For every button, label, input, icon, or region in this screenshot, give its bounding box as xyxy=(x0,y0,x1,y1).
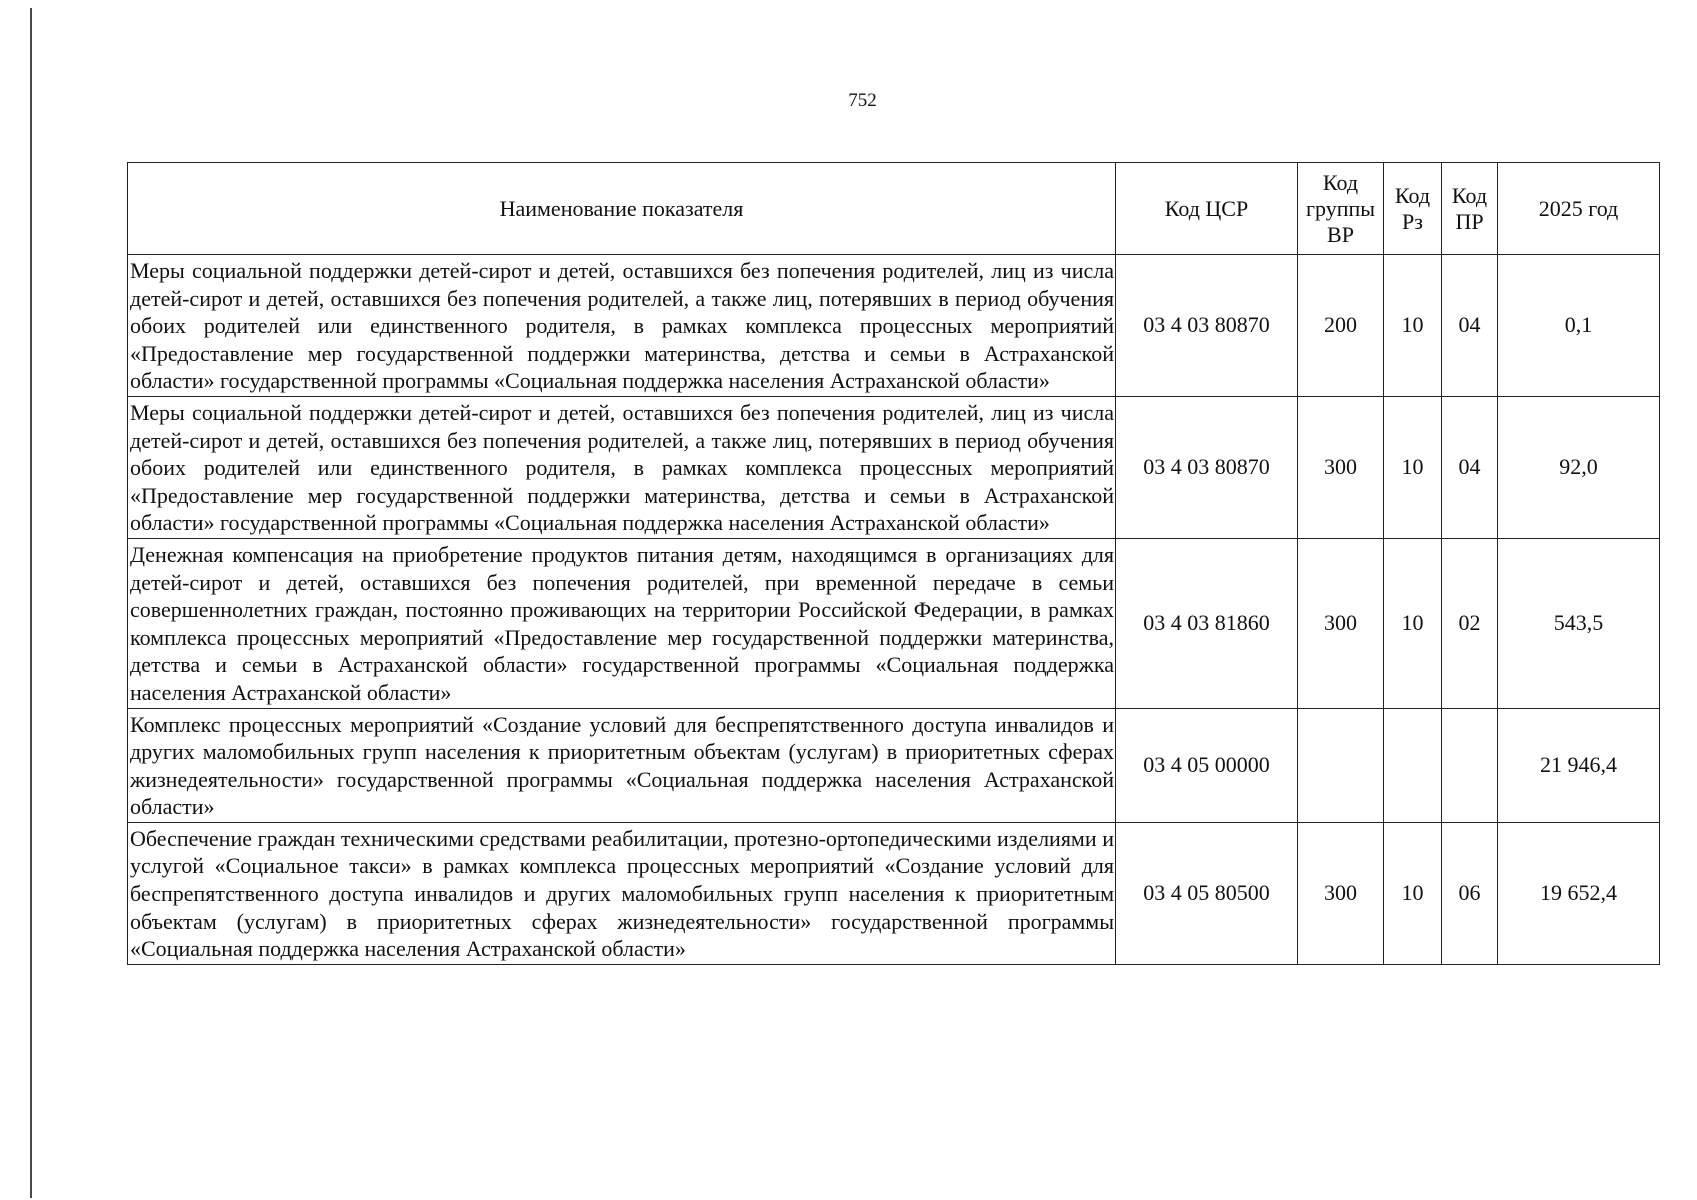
budget-table xyxy=(127,162,1660,965)
row-name: Меры социальной поддержки детей-сирот и детей, оставшихся без попечения родителей, лиц из числа детей-сирот и детей, оставшихся без попечения родителей, а также лиц, потерявших в период обучения обоих родителей или единственного родителя, в рамках комплекса процессных мероприятий «Предоставление мер государственной поддержки материнства, детства и семьи в Астраханской области» государственной программы «Социальная поддержка населения Астраханской области» xyxy=(128,396,1116,538)
table-header-row xyxy=(128,163,1660,255)
row-name: Меры социальной поддержки детей-сирот и детей, оставшихся без попечения родителей, лиц из числа детей-сирот и детей, оставшихся без попечения родителей, а также лиц, потерявших в период обучения обоих родителей или единственного родителя, в рамках комплекса процессных мероприятий «Предоставление мер государственной поддержки материнства, детства и семьи в Астраханской области» государственной программы «Социальная поддержка населения Астраханской области» xyxy=(128,255,1116,397)
row-csr-code: 03 4 03 80870 xyxy=(1116,396,1298,538)
row-pr-code xyxy=(1442,708,1498,822)
row-pr-code: 04 xyxy=(1442,396,1498,538)
row-csr-code: 03 4 03 81860 xyxy=(1116,538,1298,708)
header-pr-code: Код ПР xyxy=(1442,163,1498,255)
row-pr-code: 04 xyxy=(1442,255,1498,397)
header-csr-code: Код ЦСР xyxy=(1116,163,1298,255)
row-csr-code: 03 4 05 80500 xyxy=(1116,822,1298,964)
row-value: 0,1 xyxy=(1498,255,1660,397)
row-value: 21 946,4 xyxy=(1498,708,1660,822)
row-value: 92,0 xyxy=(1498,396,1660,538)
row-rz-code: 10 xyxy=(1384,538,1442,708)
table-row xyxy=(128,538,1660,708)
row-vr-code: 300 xyxy=(1298,538,1384,708)
row-name: Обеспечение граждан техническими средствами реабилитации, протезно-ортопедическими изделиями и услугой «Социальное такси» в рамках комплекса процессных мероприятий «Создание условий для беспрепятственного доступа инвалидов и других маломобильных групп населения к приоритетным объектам (услугам) в приоритетных сферах жизнедеятельности» государственной программы «Социальная поддержка населения Астраханской области» xyxy=(128,822,1116,964)
binding-margin-line xyxy=(30,8,32,1198)
header-vr-code: Код группы ВР xyxy=(1298,163,1384,255)
header-rz-code: Код Рз xyxy=(1384,163,1442,255)
page-number: 752 xyxy=(848,90,877,111)
row-name: Комплекс процессных мероприятий «Создание условий для беспрепятственного доступа инвалидов и других маломобильных групп населения к приоритетным объектам (услугам) в приоритетных сферах жизнедеятельности» государственной программы «Социальная поддержка населения Астраханской области» xyxy=(128,708,1116,822)
table-row xyxy=(128,255,1660,397)
row-vr-code xyxy=(1298,708,1384,822)
table-row xyxy=(128,708,1660,822)
row-pr-code: 02 xyxy=(1442,538,1498,708)
header-year: 2025 год xyxy=(1498,163,1660,255)
row-name: Денежная компенсация на приобретение продуктов питания детям, находящимся в организациях для детей-сирот и детей, оставшихся без попечения родителей, при временной передаче в семьи совершеннолетних граждан, постоянно проживающих на территории Российской Федерации, в рамках комплекса процессных мероприятий «Предоставление мер государственной поддержки материнства, детства и семьи в Астраханской области» государственной программы «Социальная поддержка населения Астраханской области» xyxy=(128,538,1116,708)
row-vr-code: 300 xyxy=(1298,396,1384,538)
row-pr-code: 06 xyxy=(1442,822,1498,964)
row-rz-code: 10 xyxy=(1384,822,1442,964)
row-vr-code: 200 xyxy=(1298,255,1384,397)
row-csr-code: 03 4 05 00000 xyxy=(1116,708,1298,822)
row-rz-code: 10 xyxy=(1384,255,1442,397)
header-name: Наименование показателя xyxy=(128,163,1116,255)
table-row xyxy=(128,396,1660,538)
row-rz-code xyxy=(1384,708,1442,822)
row-csr-code: 03 4 03 80870 xyxy=(1116,255,1298,397)
row-rz-code: 10 xyxy=(1384,396,1442,538)
row-vr-code: 300 xyxy=(1298,822,1384,964)
table-row xyxy=(128,822,1660,964)
row-value: 543,5 xyxy=(1498,538,1660,708)
row-value: 19 652,4 xyxy=(1498,822,1660,964)
